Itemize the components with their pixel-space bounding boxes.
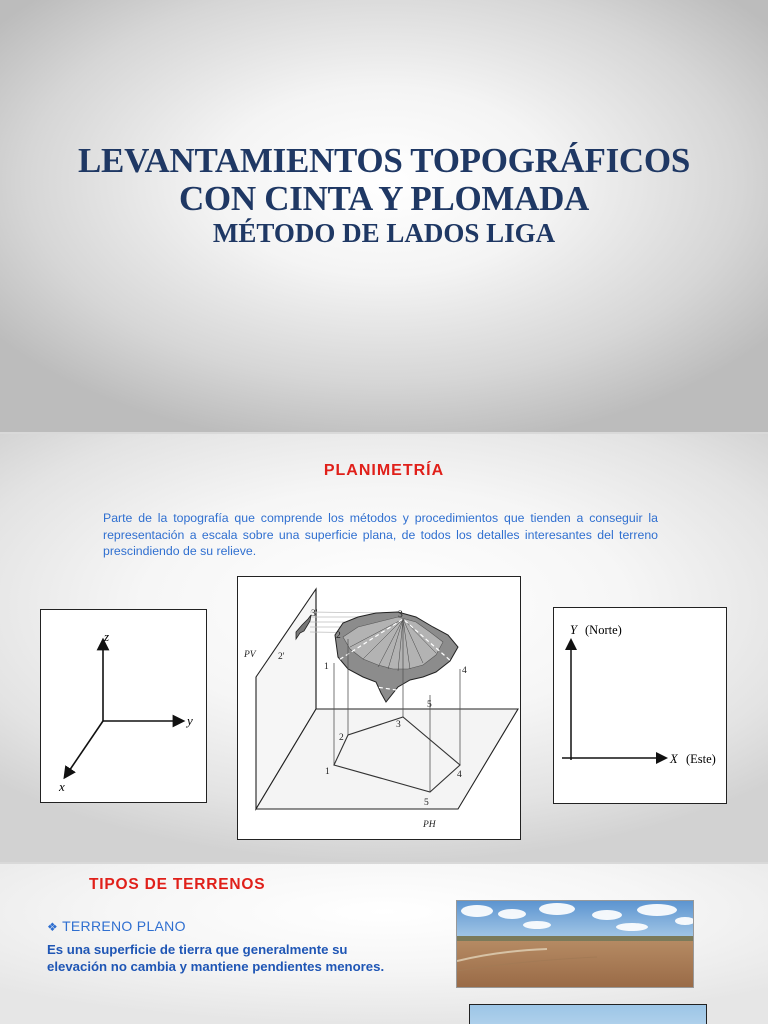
point-label: 3 xyxy=(396,720,401,730)
title-line-1: LEVANTAMIENTOS TOPOGRÁFICOS xyxy=(77,141,690,180)
subtitle: MÉTODO DE LADOS LIGA xyxy=(212,218,556,248)
definition-paragraph: Parte de la topografía que comprende los métodos y procedimientos que tienden a conseguir la representación a escala sobre una superficie plana, de todos los detalles interesantes del terreno prescindiendo de su relieve. xyxy=(103,511,658,558)
point-label: 2 xyxy=(339,733,344,743)
bullet-label: TERRENO PLANO xyxy=(62,918,186,934)
point-label: 3 xyxy=(398,610,403,620)
pv-label: PV xyxy=(244,650,256,660)
terreno-plano-description: Es una superficie de tierra que generalmente su elevación no cambia y mantiene pendientes menores. xyxy=(47,942,385,974)
x-label: x xyxy=(59,779,65,794)
flat-terrain-photo xyxy=(456,900,694,988)
axes-2d-figure xyxy=(553,607,727,804)
point-label: 4 xyxy=(462,666,467,676)
bullet-item xyxy=(47,918,186,934)
main-title xyxy=(0,142,768,218)
title-slide xyxy=(0,0,768,432)
point-label: 2' xyxy=(278,652,285,662)
bullet-diamond-icon: ❖ xyxy=(47,920,59,934)
point-label: 3' xyxy=(311,609,318,619)
section-heading: TIPOS DE TERRENOS xyxy=(89,876,266,893)
axes-3d-figure xyxy=(40,609,207,803)
x-axis-letter: X xyxy=(670,752,678,766)
terrain-photo-2 xyxy=(469,1004,707,1024)
projection-diagram xyxy=(237,576,521,840)
point-label: 4 xyxy=(457,770,462,780)
ph-label: PH xyxy=(423,820,436,830)
tipos-terrenos-slide xyxy=(0,864,768,1024)
point-label: 5 xyxy=(427,700,432,710)
point-label: 2 xyxy=(336,631,341,641)
y-label: y xyxy=(187,713,193,728)
x-axis-name: (Este) xyxy=(686,752,716,766)
point-label: 5 xyxy=(424,798,429,808)
title-line-2: CON CINTA Y PLOMADA xyxy=(178,179,590,218)
y-axis-letter: Y xyxy=(570,623,577,637)
section-heading: PLANIMETRÍA xyxy=(323,462,445,479)
z-label: z xyxy=(104,629,110,644)
planimetria-slide xyxy=(0,434,768,862)
point-label: 1 xyxy=(324,662,329,672)
point-label: 1 xyxy=(325,767,330,777)
y-axis-name: (Norte) xyxy=(585,623,622,637)
x-axis xyxy=(67,721,103,774)
